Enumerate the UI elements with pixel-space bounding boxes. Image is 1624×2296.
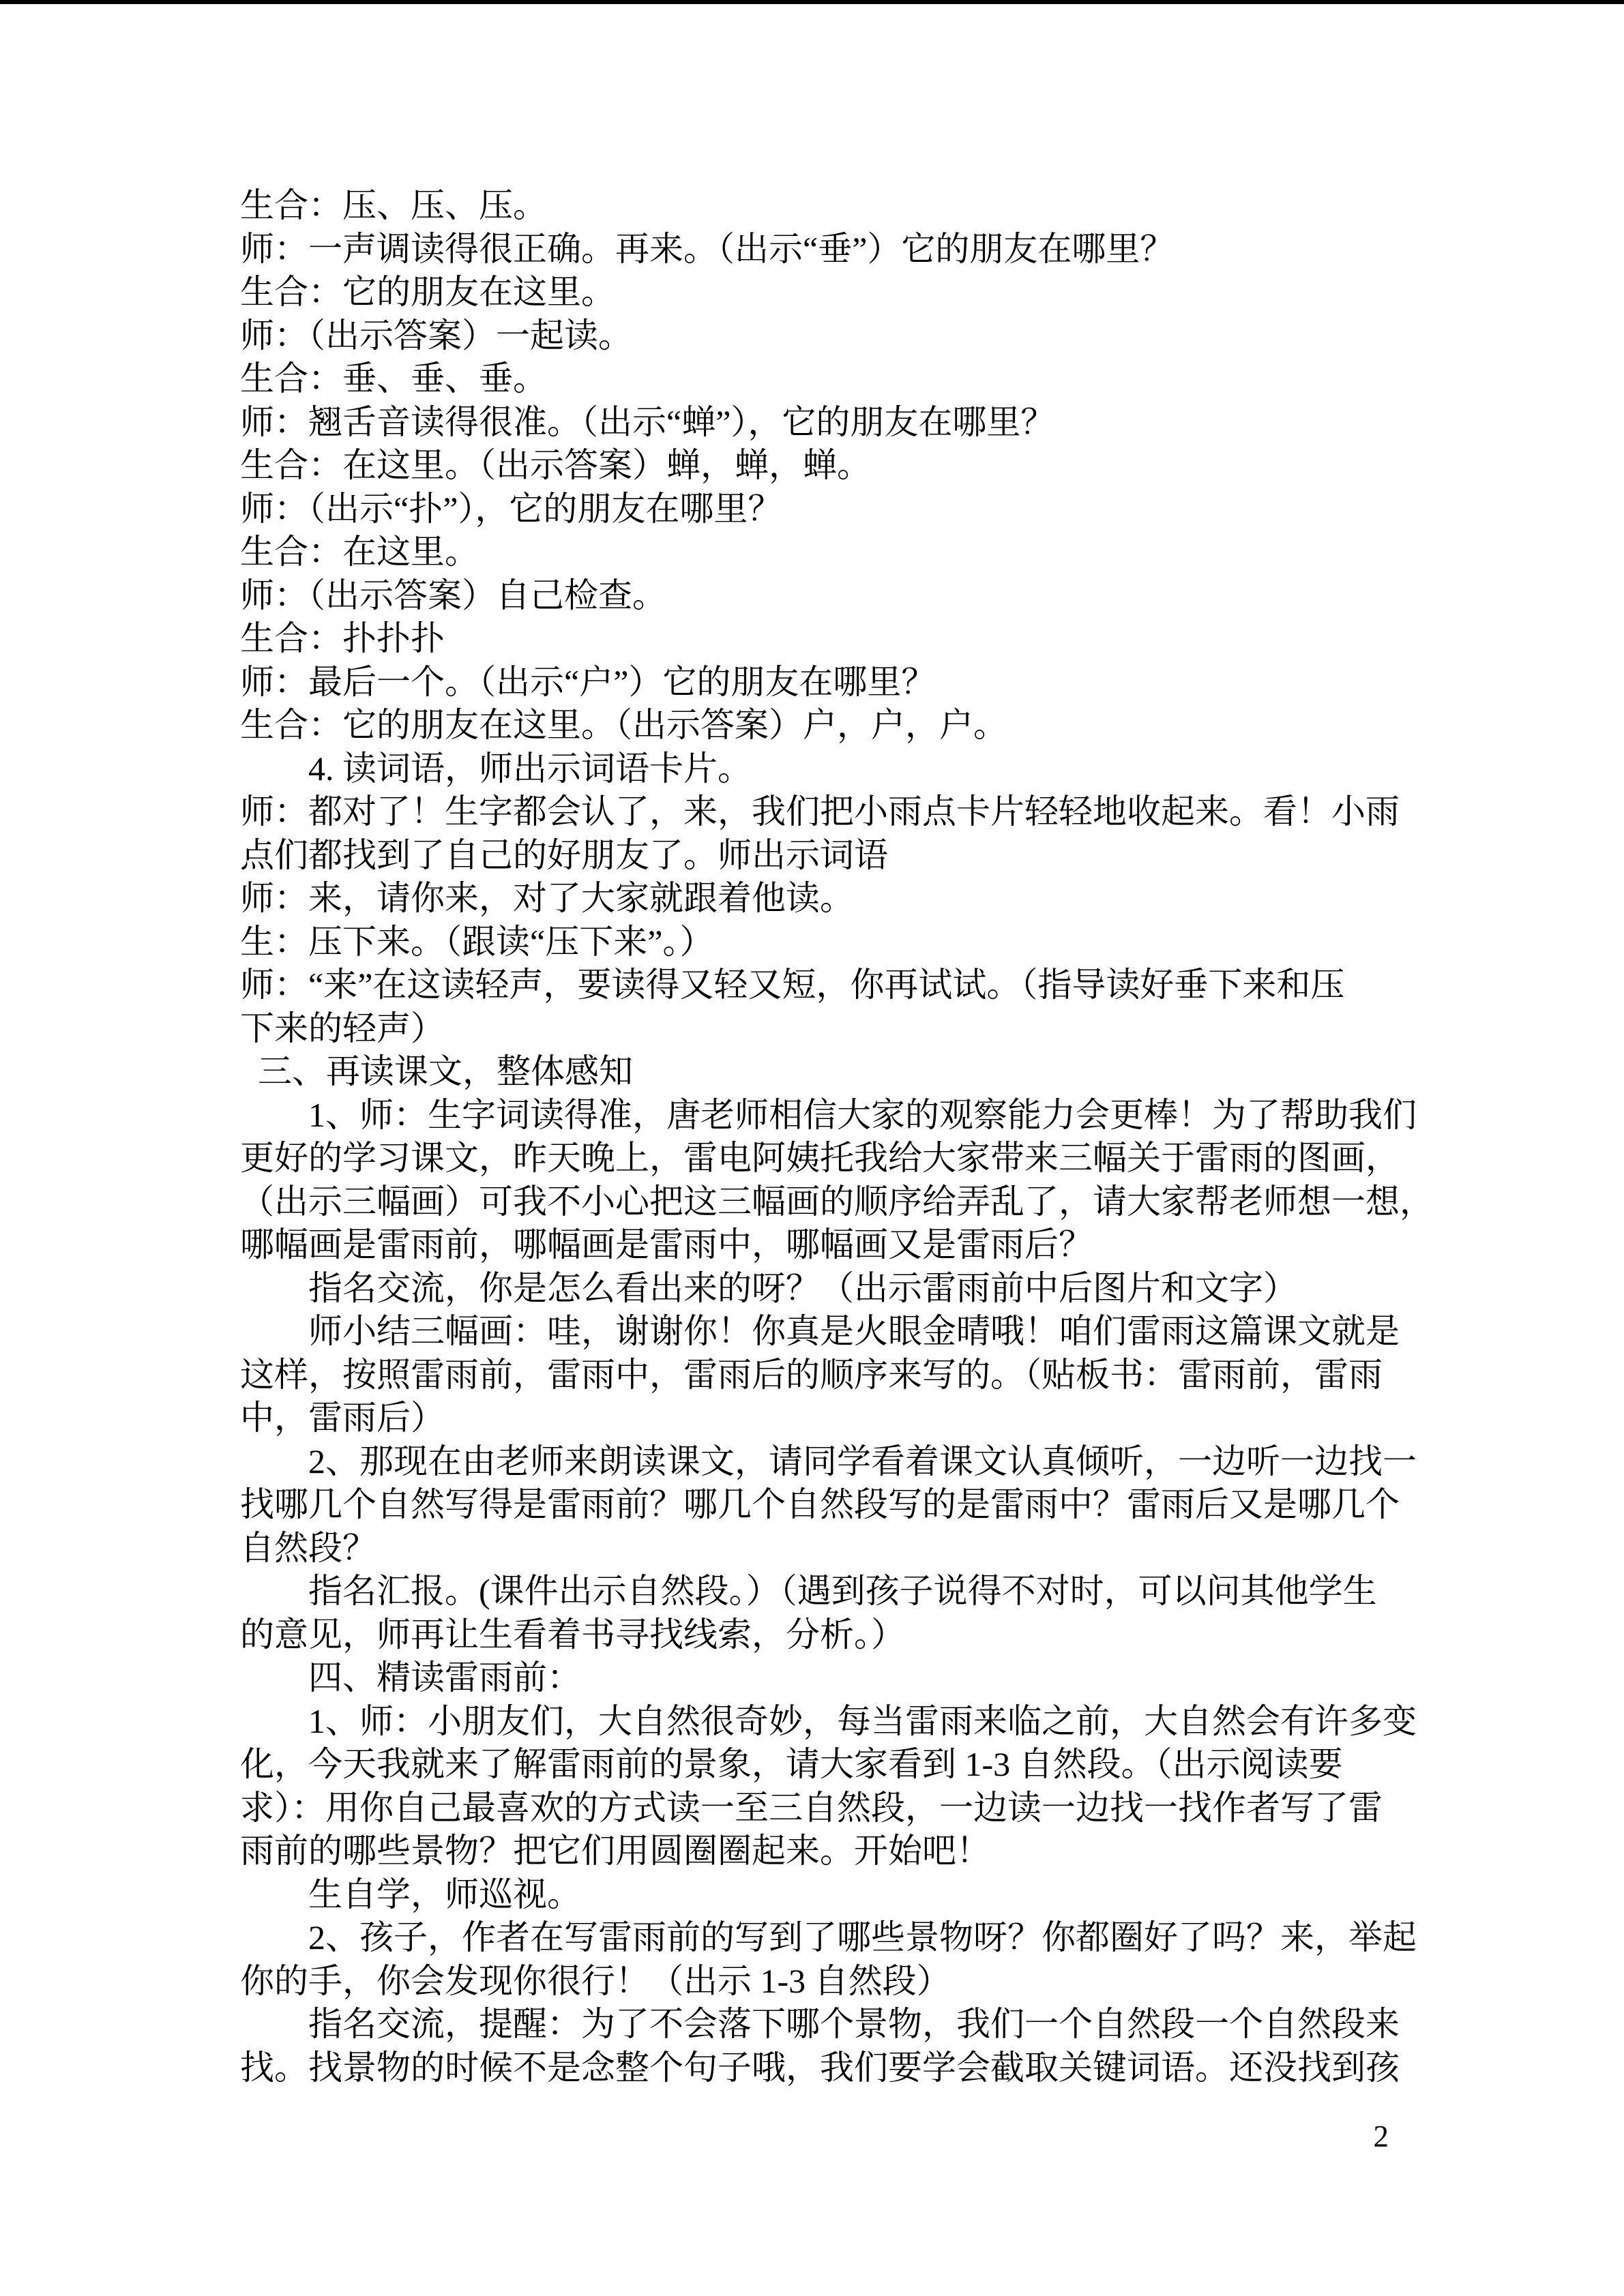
text-line: 师：来，请你来，对了大家就跟着他读。: [240, 879, 854, 917]
text-line: 师：（出示答案）一起读。: [240, 316, 632, 355]
text-line: 指名交流，你是怎么看出来的呀？（出示雷雨前中后图片和文字）: [308, 1268, 1297, 1307]
text-line: 师：（出示“扑”），它的朋友在哪里？: [240, 489, 782, 528]
text-line: 师：一声调读得很正确。再来。（出示“垂”）它的朋友在哪里？: [240, 229, 1175, 268]
text-line: 师小结三幅画：哇，谢谢你！你真是火眼金晴哦！咱们雷雨这篇课文就是: [308, 1312, 1400, 1350]
text-line: 雨前的哪些景物？把它们用圆圈圈起来。开始吧！: [240, 1832, 990, 1870]
document-body: [240, 184, 1434, 2089]
text-line: 师：都对了！生字都会认了，来，我们把小雨点卡片轻轻地收起来。看！小雨: [240, 792, 1400, 831]
text-line: 1、师：小朋友们，大自然很奇妙，每当雷雨来临之前，大自然会有许多变: [308, 1701, 1417, 1740]
text-line: 点们都找到了自己的好朋友了。师出示词语: [240, 835, 888, 874]
text-line: 指名交流，提醒：为了不会落下哪个景物，我们一个自然段一个自然段来: [308, 2005, 1400, 2043]
text-line: 四、精读雷雨前：: [308, 1658, 581, 1697]
text-line: 生合：它的朋友在这里。: [240, 273, 615, 311]
text-line: 4. 读词语，师出示词语卡片。: [308, 749, 752, 788]
text-line: 生合：扑扑扑: [240, 619, 445, 657]
text-line: 下来的轻声）: [240, 1009, 445, 1047]
text-line: 这样，按照雷雨前，雷雨中，雷雨后的顺序来写的。（贴板书：雷雨前，雷雨: [240, 1355, 1383, 1394]
text-line: 中，雷雨后）: [240, 1399, 445, 1437]
text-line: 生自学，师巡视。: [308, 1875, 581, 1913]
text-line: 生：压下来。（跟读“压下来”。）: [240, 922, 714, 961]
text-line: 化，今天我就来了解雷雨前的景象，请大家看到 1-3 自然段。（出示阅读要: [240, 1745, 1343, 1783]
text-line: 哪幅画是雷雨前，哪幅画是雷雨中，哪幅画又是雷雨后？: [240, 1225, 1093, 1264]
text-line: 1、师：生字词读得准，唐老师相信大家的观察能力会更棒！为了帮助我们: [308, 1095, 1417, 1134]
text-line: 找。找景物的时候不是念整个句子哦，我们要学会截取关键词语。还没找到孩: [240, 2048, 1400, 2087]
text-line: 生合：在这里。: [240, 533, 479, 571]
text-line: 生合：垂、垂、垂。: [240, 359, 547, 398]
text-line: 2、那现在由老师来朗读课文，请同学看着课文认真倾听，一边听一边找一: [308, 1442, 1417, 1480]
text-line: 自然段？: [240, 1528, 377, 1567]
text-line: 指名汇报。(课件出示自然段。）（遇到孩子说得不对时，可以问其他学生: [308, 1572, 1377, 1610]
text-line: 找哪几个自然写得是雷雨前？哪几个自然段写的是雷雨中？雷雨后又是哪几个: [240, 1485, 1400, 1523]
scan-top-edge: [0, 0, 1624, 4]
text-line: （出示三幅画）可我不小心把这三幅画的顺序给弄乱了，请大家帮老师想一想，: [240, 1182, 1434, 1221]
text-line: 你的手，你会发现你很行！（出示 1-3 自然段）: [240, 1961, 951, 2000]
text-line: 的意见，师再让生看着书寻找线索，分析。）: [240, 1615, 905, 1654]
text-line: 2、孩子，作者在写雷雨前的写到了哪些景物呀？你都圈好了吗？来，举起: [308, 1918, 1417, 1956]
text-line: 三、再读课文，整体感知: [258, 1052, 633, 1090]
page-number: 2: [1373, 2119, 1389, 2153]
text-line: 师：最后一个。（出示“户”）它的朋友在哪里？: [240, 662, 936, 701]
text-line: 更好的学习课文，昨天晚上，雷电阿姨托我给大家带来三幅关于雷雨的图画，: [240, 1139, 1400, 1177]
text-line: 生合：在这里。（出示答案）蝉，蝉，蝉。: [240, 446, 871, 484]
text-line: 师：翘舌音读得很准。（出示“蝉”），它的朋友在哪里？: [240, 402, 1055, 441]
text-line: 生合：压、压、压。: [240, 186, 547, 224]
text-line: 生合：它的朋友在这里。（出示答案）户，户，户。: [240, 706, 1007, 744]
text-line: 师：（出示答案）自己检查。: [240, 576, 666, 614]
text-line: 求）：用你自己最喜欢的方式读一至三自然段，一边读一边找一找作者写了雷: [240, 1788, 1383, 1827]
text-line: 师：“来”在这读轻声，要读得又轻又短，你再试试。（指导读好垂下来和压: [240, 966, 1345, 1004]
